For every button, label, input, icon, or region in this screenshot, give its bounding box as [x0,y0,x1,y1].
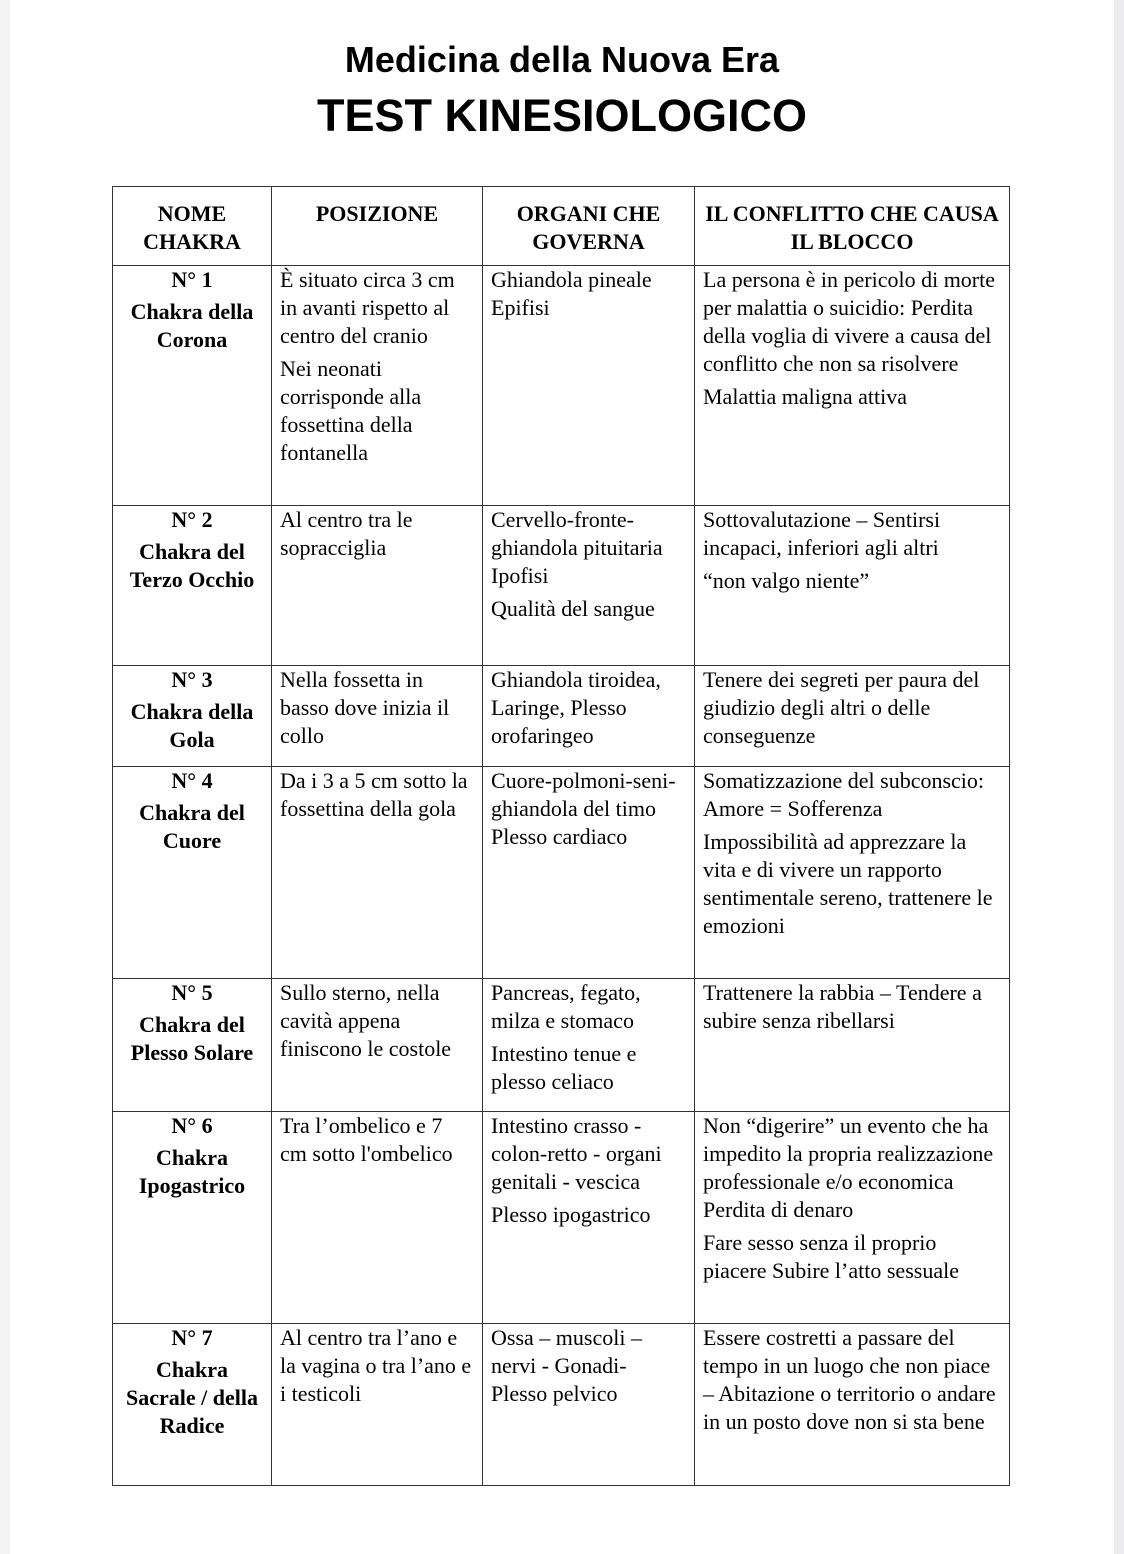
chakra-name: Chakra Ipogastrico [138,1145,246,1198]
position-cell [272,1112,483,1324]
position-cell [272,666,483,767]
chakra-number: N° 1 [171,267,213,292]
conflict-text: Impossibilità ad apprezzare la vita e di vivere un rapporto sentimentale sereno, trattenere le emozioni [703,829,993,938]
position-text: Al centro tra l’ano e la vagina o tra l’ano e i testicoli [280,1325,472,1406]
organs-text: Plesso ipogastrico [491,1202,651,1227]
chakra-table [112,186,1010,1486]
chakra-name: Chakra del Terzo Occhio [129,539,255,592]
chakra-number: N° 5 [171,980,213,1005]
table-row [113,1112,1010,1324]
organs-text: Ghiandola pineale Epifisi [491,267,652,320]
organs-text: Intestino tenue e plesso celiaco [491,1041,637,1094]
conflict-text: Somatizzazione del subconscio: Amore = Sofferenza [703,768,985,821]
chakra-name: Chakra della Corona [130,299,254,352]
organs-cell [483,767,695,979]
organs-cell [483,979,695,1112]
position-text: Da i 3 a 5 cm sotto la fossettina della gola [280,768,468,821]
chakra-number: N° 3 [171,667,213,692]
conflict-text: Fare sesso senza il proprio piacere Subire l’atto sessuale [703,1230,959,1283]
chakra-name-cell [113,979,272,1112]
conflict-text: “non valgo niente” [703,568,870,593]
organs-text: Ghiandola tiroidea, Laringe, Plesso orofaringeo [491,667,661,748]
document-title: Medicina della Nuova Era [344,39,780,80]
organs-text: Intestino crasso - colon-retto - organi genitali - vescica [491,1113,662,1194]
organs-cell [483,1324,695,1486]
header-organi: ORGANI CHE GOVERNA [483,187,695,266]
position-text: Al centro tra le sopracciglia [280,507,413,560]
position-text: Nei neonati corrisponde alla fossettina della fontanella [280,356,422,465]
header-nome-chakra: NOME CHAKRA [113,187,272,266]
organs-cell [483,666,695,767]
organs-cell [483,506,695,666]
organs-cell [483,266,695,506]
organs-text: Cuore-polmoni-seni-ghiandola del timo Plesso cardiaco [491,768,676,849]
conflict-cell [695,1112,1010,1324]
chakra-name: Chakra Sacrale / della Radice [126,1357,258,1438]
organs-text: Pancreas, fegato, milza e stomaco [491,980,641,1033]
chakra-name: Chakra della Gola [130,699,254,752]
page-edge [1114,0,1124,1554]
organs-text: Qualità del sangue [491,596,655,621]
conflict-cell [695,666,1010,767]
chakra-number: N° 2 [171,507,213,532]
chakra-name-cell [113,666,272,767]
chakra-name-cell [113,1324,272,1486]
conflict-cell [695,266,1010,506]
chakra-name: Chakra del Cuore [139,800,245,853]
position-text: Sullo sterno, nella cavità appena finiscono le costole [280,980,452,1061]
conflict-text: Sottovalutazione – Sentirsi incapaci, inferiori agli altri [703,507,941,560]
chakra-name-cell [113,266,272,506]
chakra-name-cell [113,767,272,979]
table-row [113,979,1010,1112]
position-cell [272,266,483,506]
table-row [113,1324,1010,1486]
position-cell [272,506,483,666]
position-cell [272,1324,483,1486]
chakra-number: N° 6 [171,1113,213,1138]
conflict-text: La persona è in pericolo di morte per malattia o suicidio: Perdita della voglia di vivere a causa del conflitto che non sa risolvere [703,267,996,376]
chakra-number: N° 7 [171,1325,213,1350]
table-row [113,666,1010,767]
chakra-number: N° 4 [171,768,213,793]
organs-text: Ossa – muscoli – nervi - Gonadi- Plesso pelvico [491,1325,642,1406]
position-text: Tra l’ombelico e 7 cm sotto l'ombelico [280,1113,453,1166]
table-row [113,767,1010,979]
conflict-cell [695,979,1010,1112]
conflict-cell [695,1324,1010,1486]
position-cell [272,979,483,1112]
document-subtitle: TEST KINESIOLOGICO [316,90,808,141]
conflict-cell [695,506,1010,666]
position-cell [272,767,483,979]
conflict-text: Trattenere la rabbia – Tendere a subire senza ribellarsi [703,980,982,1033]
position-text: Nella fossetta in basso dove inizia il collo [280,667,450,748]
conflict-text: Essere costretti a passare del tempo in un luogo che non piace – Abitazione o territorio o andare in un posto dove non si sta bene [703,1325,996,1434]
chakra-name-cell [113,1112,272,1324]
conflict-cell [695,767,1010,979]
conflict-text: Non “digerire” un evento che ha impedito la propria realizzazione professionale e/o economica Perdita di denaro [703,1113,994,1222]
position-text: È situato circa 3 cm in avanti rispetto al centro del cranio [280,267,455,348]
table-row [113,266,1010,506]
header-conflitto: IL CONFLITTO CHE CAUSA IL BLOCCO [695,187,1010,266]
header-posizione: POSIZIONE [272,187,483,266]
organs-text: Cervello-fronte-ghiandola pituitaria Ipofisi [491,507,663,588]
conflict-text: Tenere dei segreti per paura del giudizio degli altri o delle conseguenze [703,667,980,748]
conflict-text: Malattia maligna attiva [703,384,908,409]
table-row [113,506,1010,666]
chakra-name: Chakra del Plesso Solare [130,1012,254,1065]
organs-cell [483,1112,695,1324]
table-header-row [113,187,1010,266]
chakra-name-cell [113,506,272,666]
